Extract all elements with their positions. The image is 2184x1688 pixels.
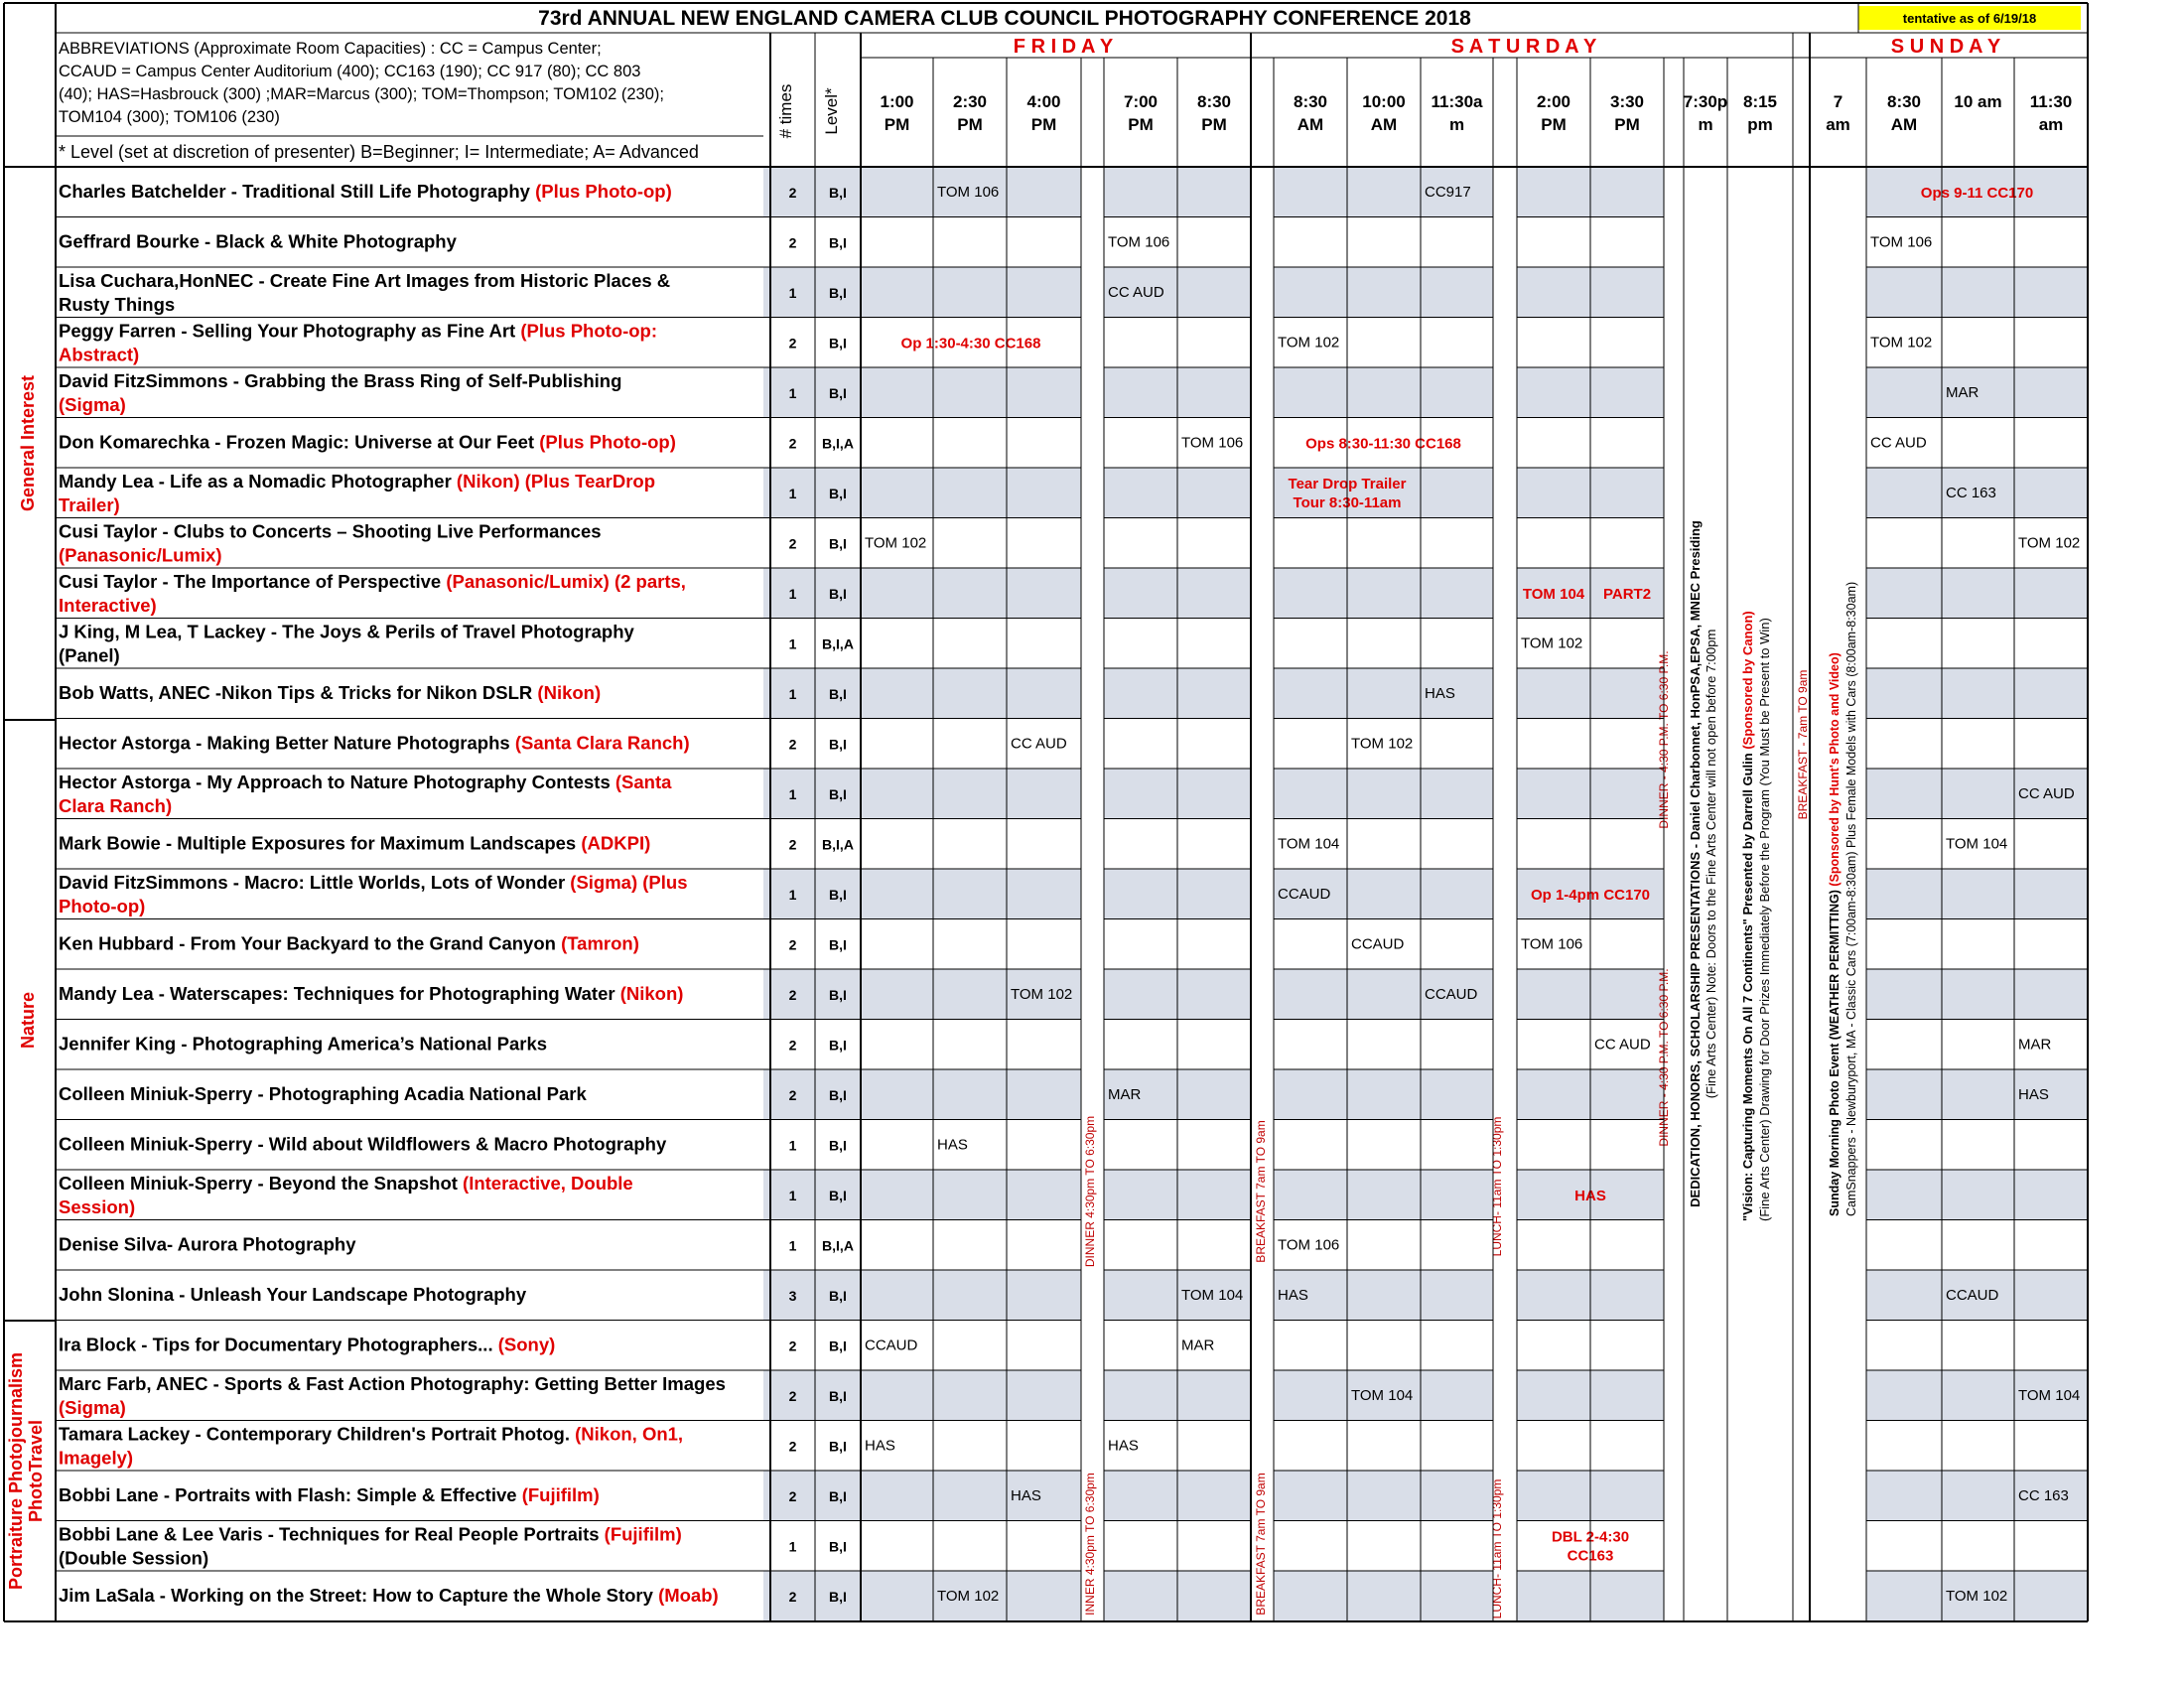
room-assignment-span: CC163 bbox=[1567, 1547, 1614, 1565]
session-rows bbox=[59, 181, 854, 1606]
session-level: B,I bbox=[829, 486, 847, 501]
gap-column bbox=[1664, 167, 1684, 1621]
session-level: B,I,A bbox=[822, 635, 854, 652]
gap-column bbox=[1493, 167, 1517, 1621]
session-times: 1 bbox=[788, 887, 797, 903]
session-title: David FitzSimmons - Macro: Little Worlds, Lots of Wonder (Sigma) (Plus bbox=[59, 872, 688, 893]
category-label-text: Nature bbox=[18, 991, 38, 1050]
session-level: B,I bbox=[829, 686, 847, 702]
room-assignment-span: DBL 2-4:30 bbox=[1551, 1528, 1630, 1546]
sunday-photo-event-sponsor: (Sponsored by Hunt's Photo and Video) bbox=[1828, 652, 1842, 887]
room-assignment: TOM 102 bbox=[865, 534, 927, 552]
session-level: B,I bbox=[829, 887, 847, 903]
gap-column bbox=[1793, 167, 1810, 1621]
category-label-text: PhotoTravel bbox=[26, 1419, 46, 1523]
session-level: B,I bbox=[829, 335, 847, 352]
category-label bbox=[18, 992, 38, 1049]
session-times: 1 bbox=[788, 1137, 797, 1154]
time-slot-label: AM bbox=[1370, 115, 1398, 134]
session-row bbox=[59, 772, 847, 816]
session-times: 3 bbox=[788, 1288, 797, 1304]
room-assignment: HAS bbox=[2018, 1086, 2049, 1103]
session-row bbox=[59, 1524, 847, 1569]
session-row bbox=[59, 1234, 854, 1255]
session-row bbox=[59, 1034, 847, 1055]
sunday-photo-event-note: CamSnappers - Newburyport, MA - Classic Cars (7:00am-8:30am) Plus Female Models with Cars (8:00am-8:30am) bbox=[1844, 581, 1858, 1216]
room-assignment: TOM 104 bbox=[1278, 835, 1340, 853]
session-row bbox=[59, 933, 847, 954]
session-level: B,I bbox=[829, 1087, 847, 1103]
tentative-badge: tentative as of 6/19/18 bbox=[1902, 11, 2037, 26]
room-assignment: TOM 104 bbox=[1181, 1287, 1244, 1304]
sunday-breakfast-label: BREAKFAST - 7am TO 9am bbox=[1796, 669, 1810, 820]
room-assignment: TOM 106 bbox=[1181, 434, 1244, 452]
room-assignment: TOM 102 bbox=[1870, 334, 1933, 352]
session-title-cont: Rusty Things bbox=[59, 294, 176, 315]
session-title-cont: Clara Ranch) bbox=[59, 795, 173, 816]
session-row bbox=[59, 1134, 847, 1155]
session-times: 2 bbox=[788, 1037, 797, 1054]
vision-event-title bbox=[1740, 611, 1755, 1221]
room-assignment-span: Tour 8:30-11am bbox=[1293, 494, 1402, 511]
session-times: 2 bbox=[788, 234, 797, 251]
session-times: 2 bbox=[788, 1438, 797, 1455]
session-title: Don Komarechka - Frozen Magic: Universe at Our Feet (Plus Photo-op) bbox=[59, 431, 676, 453]
session-level: B,I bbox=[829, 1037, 847, 1054]
room-assignment: TOM 106 bbox=[1278, 1236, 1340, 1254]
session-level: B,I bbox=[829, 1188, 847, 1203]
time-slot-label: 11:30 bbox=[2029, 92, 2073, 111]
session-level: B,I bbox=[829, 586, 847, 602]
session-times: 1 bbox=[788, 385, 797, 401]
room-assignment: HAS bbox=[1011, 1487, 1041, 1504]
saturday-breakfast-label-2: BREAKFAST 7am TO 9am bbox=[1254, 1473, 1268, 1616]
category-label bbox=[18, 375, 38, 511]
session-row bbox=[59, 432, 854, 453]
time-slot-label: am bbox=[2038, 115, 2064, 134]
room-assignment: CCAUD bbox=[1425, 986, 1478, 1003]
room-assignment: TOM 104 bbox=[2018, 1387, 2081, 1404]
time-slot-label: PM bbox=[1128, 115, 1154, 134]
room-assignment: TOM 106 bbox=[937, 184, 1000, 201]
session-times: 1 bbox=[788, 786, 797, 802]
friday-dinner-label: DINNER 4:30pm TO 6:30pm bbox=[1083, 1115, 1097, 1268]
time-slot-label: pm bbox=[1747, 115, 1773, 134]
room-assignment-span: Op 1-4pm CC170 bbox=[1530, 887, 1651, 904]
times-column-header: # times bbox=[776, 83, 795, 139]
row-shade bbox=[763, 1270, 2088, 1321]
time-slot-label: 11:30a bbox=[1431, 92, 1483, 111]
session-times: 2 bbox=[788, 185, 797, 201]
session-row bbox=[59, 571, 847, 616]
session-title-cont: Interactive) bbox=[59, 595, 157, 616]
time-slot-label: AM bbox=[1890, 115, 1918, 134]
vision-event-sponsor: (Sponsored by Canon) bbox=[1740, 611, 1755, 750]
session-times: 1 bbox=[788, 1188, 797, 1203]
session-title: Mandy Lea - Life as a Nomadic Photographer (Nikon) (Plus TearDrop bbox=[59, 471, 656, 492]
session-times: 2 bbox=[788, 1589, 797, 1605]
row-shade bbox=[763, 769, 2088, 819]
room-assignment-span: Ops 8:30-11:30 CC168 bbox=[1305, 435, 1461, 453]
session-times: 2 bbox=[788, 987, 797, 1003]
room-assignment: TOM 102 bbox=[1278, 334, 1340, 352]
session-row bbox=[59, 181, 847, 202]
session-times: 1 bbox=[788, 586, 797, 602]
row-shade bbox=[763, 568, 2088, 619]
session-title: Jim LaSala - Working on the Street: How to Capture the Whole Story (Moab) bbox=[59, 1585, 719, 1606]
session-times: 2 bbox=[788, 936, 797, 953]
session-title: J King, M Lea, T Lackey - The Joys & Perils of Travel Photography bbox=[59, 621, 634, 642]
friday-dinner-label-2: INNER 4:30pm TO 6:30pm bbox=[1083, 1473, 1097, 1616]
room-assignment: CC 163 bbox=[1946, 485, 1996, 501]
row-shade bbox=[763, 267, 2088, 318]
saturday-dinner-label: DINNER - 4:30 P.M. TO 6:30 P.M. bbox=[1657, 650, 1671, 829]
room-assignment: TOM 102 bbox=[1011, 986, 1073, 1003]
time-slot-label: 8:30 bbox=[1293, 92, 1328, 111]
sunday-photo-event-title: Sunday Morning Photo Event (WEATHER PERMITTING) bbox=[1828, 886, 1842, 1216]
session-row bbox=[59, 1585, 847, 1606]
session-title: John Slonina - Unleash Your Landscape Photography bbox=[59, 1284, 527, 1305]
session-title: Bobbi Lane - Portraits with Flash: Simple & Effective (Fujifilm) bbox=[59, 1484, 600, 1505]
session-title-cont: Trailer) bbox=[59, 494, 120, 515]
abbrev-line: CCAUD = Campus Center Auditorium (400); CC163 (190); CC 917 (80); CC 803 bbox=[59, 63, 641, 80]
session-level: B,I bbox=[829, 736, 847, 753]
time-slot-label: 3:30 bbox=[1609, 92, 1645, 111]
session-title: Colleen Miniuk-Sperry - Wild about Wildflowers & Macro Photography bbox=[59, 1133, 667, 1155]
room-assignment: CC AUD bbox=[1594, 1036, 1651, 1054]
room-assignment: CC AUD bbox=[2018, 785, 2075, 802]
session-title-cont: (Sigma) bbox=[59, 1397, 126, 1418]
session-times: 1 bbox=[788, 1237, 797, 1254]
session-title: Jennifer King - Photographing America’s National Parks bbox=[59, 1033, 548, 1055]
gap-column bbox=[1251, 167, 1274, 1621]
session-level: B,I bbox=[829, 535, 847, 552]
saturday-lunch-label-2: LUNCH- 11am TO 1:30pm bbox=[1490, 1478, 1504, 1619]
room-assignment-span: PART2 bbox=[1602, 586, 1652, 603]
room-assignment: HAS bbox=[1278, 1287, 1308, 1304]
session-row bbox=[59, 1335, 847, 1355]
session-title-cont: (Panasonic/Lumix) bbox=[59, 544, 222, 566]
abbrev-line: (40); HAS=Hasbrouck (300) ;MAR=Marcus (300); TOM=Thompson; TOM102 (230); bbox=[59, 85, 664, 103]
time-slot-label: m bbox=[1698, 115, 1713, 134]
time-slot-label: 2:30 bbox=[952, 92, 988, 111]
session-level: B,I bbox=[829, 234, 847, 251]
session-row bbox=[59, 270, 847, 315]
room-assignment: TOM 106 bbox=[1521, 935, 1583, 953]
session-title: Lisa Cuchara,HonNEC - Create Fine Art Images from Historic Places & bbox=[59, 270, 671, 291]
row-shade bbox=[763, 468, 2088, 518]
session-title-cont: Session) bbox=[59, 1196, 136, 1217]
session-title: Denise Silva- Aurora Photography bbox=[59, 1233, 356, 1255]
saturday-dinner-label-2: DINNER - 4:30 P.M. TO 6:30 P.M. bbox=[1657, 968, 1671, 1147]
session-level: B,I bbox=[829, 1438, 847, 1455]
time-slot-label: 7:00 bbox=[1123, 92, 1159, 111]
room-assignment: MAR bbox=[1181, 1336, 1215, 1354]
saturday-lunch-label: LUNCH- 11am TO 1:30pm bbox=[1490, 1116, 1504, 1257]
session-times: 2 bbox=[788, 335, 797, 352]
session-row bbox=[59, 1373, 847, 1418]
time-slot-label: 7:30p bbox=[1683, 92, 1728, 111]
abbrev-line: ABBREVIATIONS (Approximate Room Capacities) : CC = Campus Center; bbox=[59, 40, 602, 58]
room-assignment: TOM 104 bbox=[1351, 1387, 1414, 1404]
row-shade bbox=[763, 869, 2088, 919]
session-row bbox=[59, 1083, 847, 1104]
vision-event-title-main: "Vision: Capturing Moments On All 7 Continents" Presented by Darrell Gulin bbox=[1740, 749, 1755, 1221]
vision-event-note: (Fine Arts Center) Drawing for Door Prizes Immediately Before the Program (You Must be Present to Win) bbox=[1757, 618, 1772, 1221]
session-level: B,I bbox=[829, 1589, 847, 1605]
session-title: Charles Batchelder - Traditional Still Life Photography (Plus Photo-op) bbox=[59, 181, 672, 202]
session-level: B,I bbox=[829, 385, 847, 401]
time-slot-label: PM bbox=[1030, 115, 1057, 134]
room-assignment: TOM 102 bbox=[1351, 735, 1414, 753]
room-assignment: MAR bbox=[1108, 1086, 1142, 1103]
row-shade bbox=[763, 367, 2088, 418]
day-header-sunday: S U N D A Y bbox=[1890, 36, 2001, 58]
session-title: Mark Bowie - Multiple Exposures for Maximum Landscapes (ADKPI) bbox=[59, 832, 651, 854]
room-assignment: HAS bbox=[1108, 1437, 1139, 1455]
session-level: B,I,A bbox=[822, 1237, 854, 1254]
session-row bbox=[59, 1424, 847, 1469]
gap-column bbox=[1081, 167, 1104, 1621]
dedication-event-title: DEDICATION, HONORS, SCHOLARSHIP PRESENTATIONS - Daniel Charbonnet, HonPSA,EPSA, MNEC Presiding bbox=[1688, 520, 1703, 1207]
room-assignment: TOM 106 bbox=[1108, 233, 1170, 251]
session-title-cont: (Double Session) bbox=[59, 1547, 209, 1569]
session-title: Cusi Taylor - The Importance of Perspective (Panasonic/Lumix) (2 parts, bbox=[59, 571, 686, 592]
room-assignment: CCAUD bbox=[1351, 935, 1405, 953]
time-slot-label: PM bbox=[1614, 115, 1640, 134]
session-title: Geffrard Bourke - Black & White Photography bbox=[59, 230, 457, 252]
session-times: 2 bbox=[788, 1087, 797, 1103]
category-labels bbox=[6, 375, 46, 1590]
session-title: Hector Astorga - Making Better Nature Photographs (Santa Clara Ranch) bbox=[59, 732, 690, 754]
level-note: * Level (set at discretion of presenter) B=Beginner; I= Intermediate; A= Advanced bbox=[59, 142, 699, 162]
time-slot-label: PM bbox=[957, 115, 983, 134]
time-slot-label: 8:30 bbox=[1196, 92, 1232, 111]
session-times: 1 bbox=[788, 1538, 797, 1555]
category-label-text: Portraiture Photojournalism bbox=[6, 1351, 26, 1591]
room-assignment: TOM 102 bbox=[1946, 1588, 2008, 1605]
room-assignment: TOM 106 bbox=[1870, 233, 1933, 251]
room-assignment: HAS bbox=[937, 1136, 968, 1154]
abbreviations-block bbox=[59, 40, 664, 126]
session-row bbox=[59, 872, 847, 916]
session-level: B,I bbox=[829, 185, 847, 201]
room-assignment: TOM 102 bbox=[1521, 634, 1583, 652]
session-times: 2 bbox=[788, 1388, 797, 1404]
room-assignment: MAR bbox=[2018, 1036, 2052, 1054]
session-level: B,I,A bbox=[822, 836, 854, 853]
room-assignment: CC AUD bbox=[1870, 434, 1927, 452]
time-slot-label: 10:00 bbox=[1362, 92, 1406, 111]
time-slot-label: PM bbox=[1541, 115, 1567, 134]
session-level: B,I bbox=[829, 285, 847, 301]
session-row bbox=[59, 622, 854, 666]
room-assignment: CCAUD bbox=[865, 1336, 918, 1354]
room-assignment-span: TOM 104 bbox=[1522, 586, 1585, 603]
time-slot-headers bbox=[880, 92, 2072, 134]
session-title: Mandy Lea - Waterscapes: Techniques for Photographing Water (Nikon) bbox=[59, 983, 684, 1004]
room-assignment: CC AUD bbox=[1108, 284, 1164, 301]
time-slot-label: 2:00 bbox=[1536, 92, 1571, 111]
level-column-header: Level* bbox=[822, 87, 841, 135]
session-times: 2 bbox=[788, 836, 797, 853]
session-level: B,I bbox=[829, 1337, 847, 1354]
session-times: 2 bbox=[788, 1488, 797, 1504]
session-row bbox=[59, 983, 847, 1004]
session-title: Ira Block - Tips for Documentary Photographers... (Sony) bbox=[59, 1334, 556, 1355]
session-level: B,I bbox=[829, 936, 847, 953]
day-header-friday: F R I D A Y bbox=[1013, 36, 1114, 58]
session-row bbox=[59, 521, 847, 566]
session-title: Bob Watts, ANEC -Nikon Tips & Tricks for Nikon DSLR (Nikon) bbox=[59, 682, 602, 703]
room-assignment: CC 163 bbox=[2018, 1487, 2069, 1504]
session-times: 1 bbox=[788, 285, 797, 301]
session-row bbox=[59, 1284, 847, 1305]
category-label-text: General Interest bbox=[18, 374, 38, 512]
session-row bbox=[59, 833, 854, 854]
session-level: B,I bbox=[829, 987, 847, 1003]
time-slot-label: 8:30 bbox=[1886, 92, 1922, 111]
room-assignment: TOM 104 bbox=[1946, 835, 2008, 853]
time-slot-label: 4:00 bbox=[1026, 92, 1061, 111]
dedication-event-note: (Fine Arts Center) Note: Doors to the Fine Arts Center will not open before 7:00pm bbox=[1704, 629, 1718, 1099]
time-slot-label: PM bbox=[1201, 115, 1227, 134]
time-slot-label: 7 bbox=[1833, 92, 1843, 111]
room-assignment: MAR bbox=[1946, 384, 1979, 401]
session-times: 1 bbox=[788, 686, 797, 702]
room-assignment: TOM 102 bbox=[2018, 534, 2081, 552]
session-level: B,I bbox=[829, 1288, 847, 1304]
time-slot-label: am bbox=[1826, 115, 1850, 134]
session-level: B,I bbox=[829, 1388, 847, 1404]
level-note-clip bbox=[59, 142, 699, 162]
session-title: Marc Farb, ANEC - Sports & Fast Action Photography: Getting Better Images bbox=[59, 1373, 726, 1394]
page-title: 73rd ANNUAL NEW ENGLAND CAMERA CLUB COUNCIL PHOTOGRAPHY CONFERENCE 2018 bbox=[538, 7, 1471, 30]
session-times: 2 bbox=[788, 435, 797, 452]
session-title-cont: Abstract) bbox=[59, 344, 140, 365]
session-times: 2 bbox=[788, 1337, 797, 1354]
row-shade bbox=[763, 1170, 2088, 1220]
time-slot-label: 8:15 bbox=[1742, 92, 1778, 111]
session-title: Colleen Miniuk-Sperry - Photographing Acadia National Park bbox=[59, 1083, 587, 1104]
session-title: Colleen Miniuk-Sperry - Beyond the Snapshot (Interactive, Double bbox=[59, 1173, 633, 1194]
session-row bbox=[59, 1173, 847, 1217]
day-header-saturday: S A T U R D A Y bbox=[1450, 36, 1597, 58]
session-times: 2 bbox=[788, 736, 797, 753]
room-assignment-span: HAS bbox=[1574, 1188, 1606, 1204]
session-row bbox=[59, 231, 847, 252]
time-slot-label: 1:00 bbox=[880, 92, 914, 111]
session-title: Bobbi Lane & Lee Varis - Techniques for Real People Portraits (Fujifilm) bbox=[59, 1523, 682, 1545]
time-slot-label: PM bbox=[884, 115, 910, 134]
session-title-cont: (Panel) bbox=[59, 644, 120, 666]
session-title-cont: Imagely) bbox=[59, 1447, 134, 1469]
time-slot-label: AM bbox=[1297, 115, 1324, 134]
room-assignment: CC AUD bbox=[1011, 735, 1067, 753]
room-assignment: CCAUD bbox=[1946, 1287, 1999, 1304]
session-row bbox=[59, 733, 847, 754]
session-times: 2 bbox=[788, 535, 797, 552]
session-title: Peggy Farren - Selling Your Photography as Fine Art (Plus Photo-op: bbox=[59, 320, 658, 342]
session-title-cont: (Sigma) bbox=[59, 394, 126, 415]
row-shade bbox=[763, 1471, 2088, 1521]
room-assignment: TOM 102 bbox=[937, 1588, 1000, 1605]
session-title: Cusi Taylor - Clubs to Concerts – Shooting Live Performances bbox=[59, 520, 602, 542]
room-assignment-span: Op 1:30-4:30 CC168 bbox=[900, 335, 1041, 352]
session-level: B,I,A bbox=[822, 435, 854, 452]
room-assignment-span: Ops 9-11 CC170 bbox=[1920, 185, 2034, 202]
session-row bbox=[59, 471, 847, 515]
abbrev-line: TOM104 (300); TOM106 (230) bbox=[59, 108, 280, 126]
session-title: Ken Hubbard - From Your Backyard to the Grand Canyon (Tamron) bbox=[59, 932, 639, 954]
session-level: B,I bbox=[829, 786, 847, 802]
session-level: B,I bbox=[829, 1488, 847, 1504]
session-times: 1 bbox=[788, 486, 797, 501]
room-assignment: HAS bbox=[865, 1437, 895, 1455]
sunday-photo-event bbox=[1828, 652, 1842, 1216]
row-shade bbox=[763, 1069, 2088, 1120]
session-level: B,I bbox=[829, 1137, 847, 1154]
time-slot-label: 10 am bbox=[1954, 92, 2002, 111]
room-assignment-span: Tear Drop Trailer bbox=[1288, 476, 1407, 492]
room-assignment: CCAUD bbox=[1278, 886, 1331, 903]
row-shade bbox=[763, 1370, 2088, 1421]
session-row bbox=[59, 1484, 847, 1505]
session-title: Tamara Lackey - Contemporary Children's Portrait Photog. (Nikon, On1, bbox=[59, 1423, 684, 1445]
session-times: 1 bbox=[788, 635, 797, 652]
session-title-cont: Photo-op) bbox=[59, 896, 146, 916]
session-row bbox=[59, 682, 847, 703]
session-title: David FitzSimmons - Grabbing the Brass Ring of Self-Publishing bbox=[59, 370, 622, 391]
room-assignment: HAS bbox=[1425, 685, 1455, 702]
saturday-breakfast-label: BREAKFAST 7am TO 9am bbox=[1254, 1120, 1268, 1263]
session-row bbox=[59, 321, 847, 365]
session-level: B,I bbox=[829, 1538, 847, 1555]
time-slot-label: m bbox=[1448, 115, 1465, 134]
session-title: Hector Astorga - My Approach to Nature Photography Contests (Santa bbox=[59, 772, 672, 792]
session-row bbox=[59, 370, 847, 415]
category-label bbox=[6, 1352, 46, 1590]
room-assignment: CC917 bbox=[1425, 184, 1471, 201]
